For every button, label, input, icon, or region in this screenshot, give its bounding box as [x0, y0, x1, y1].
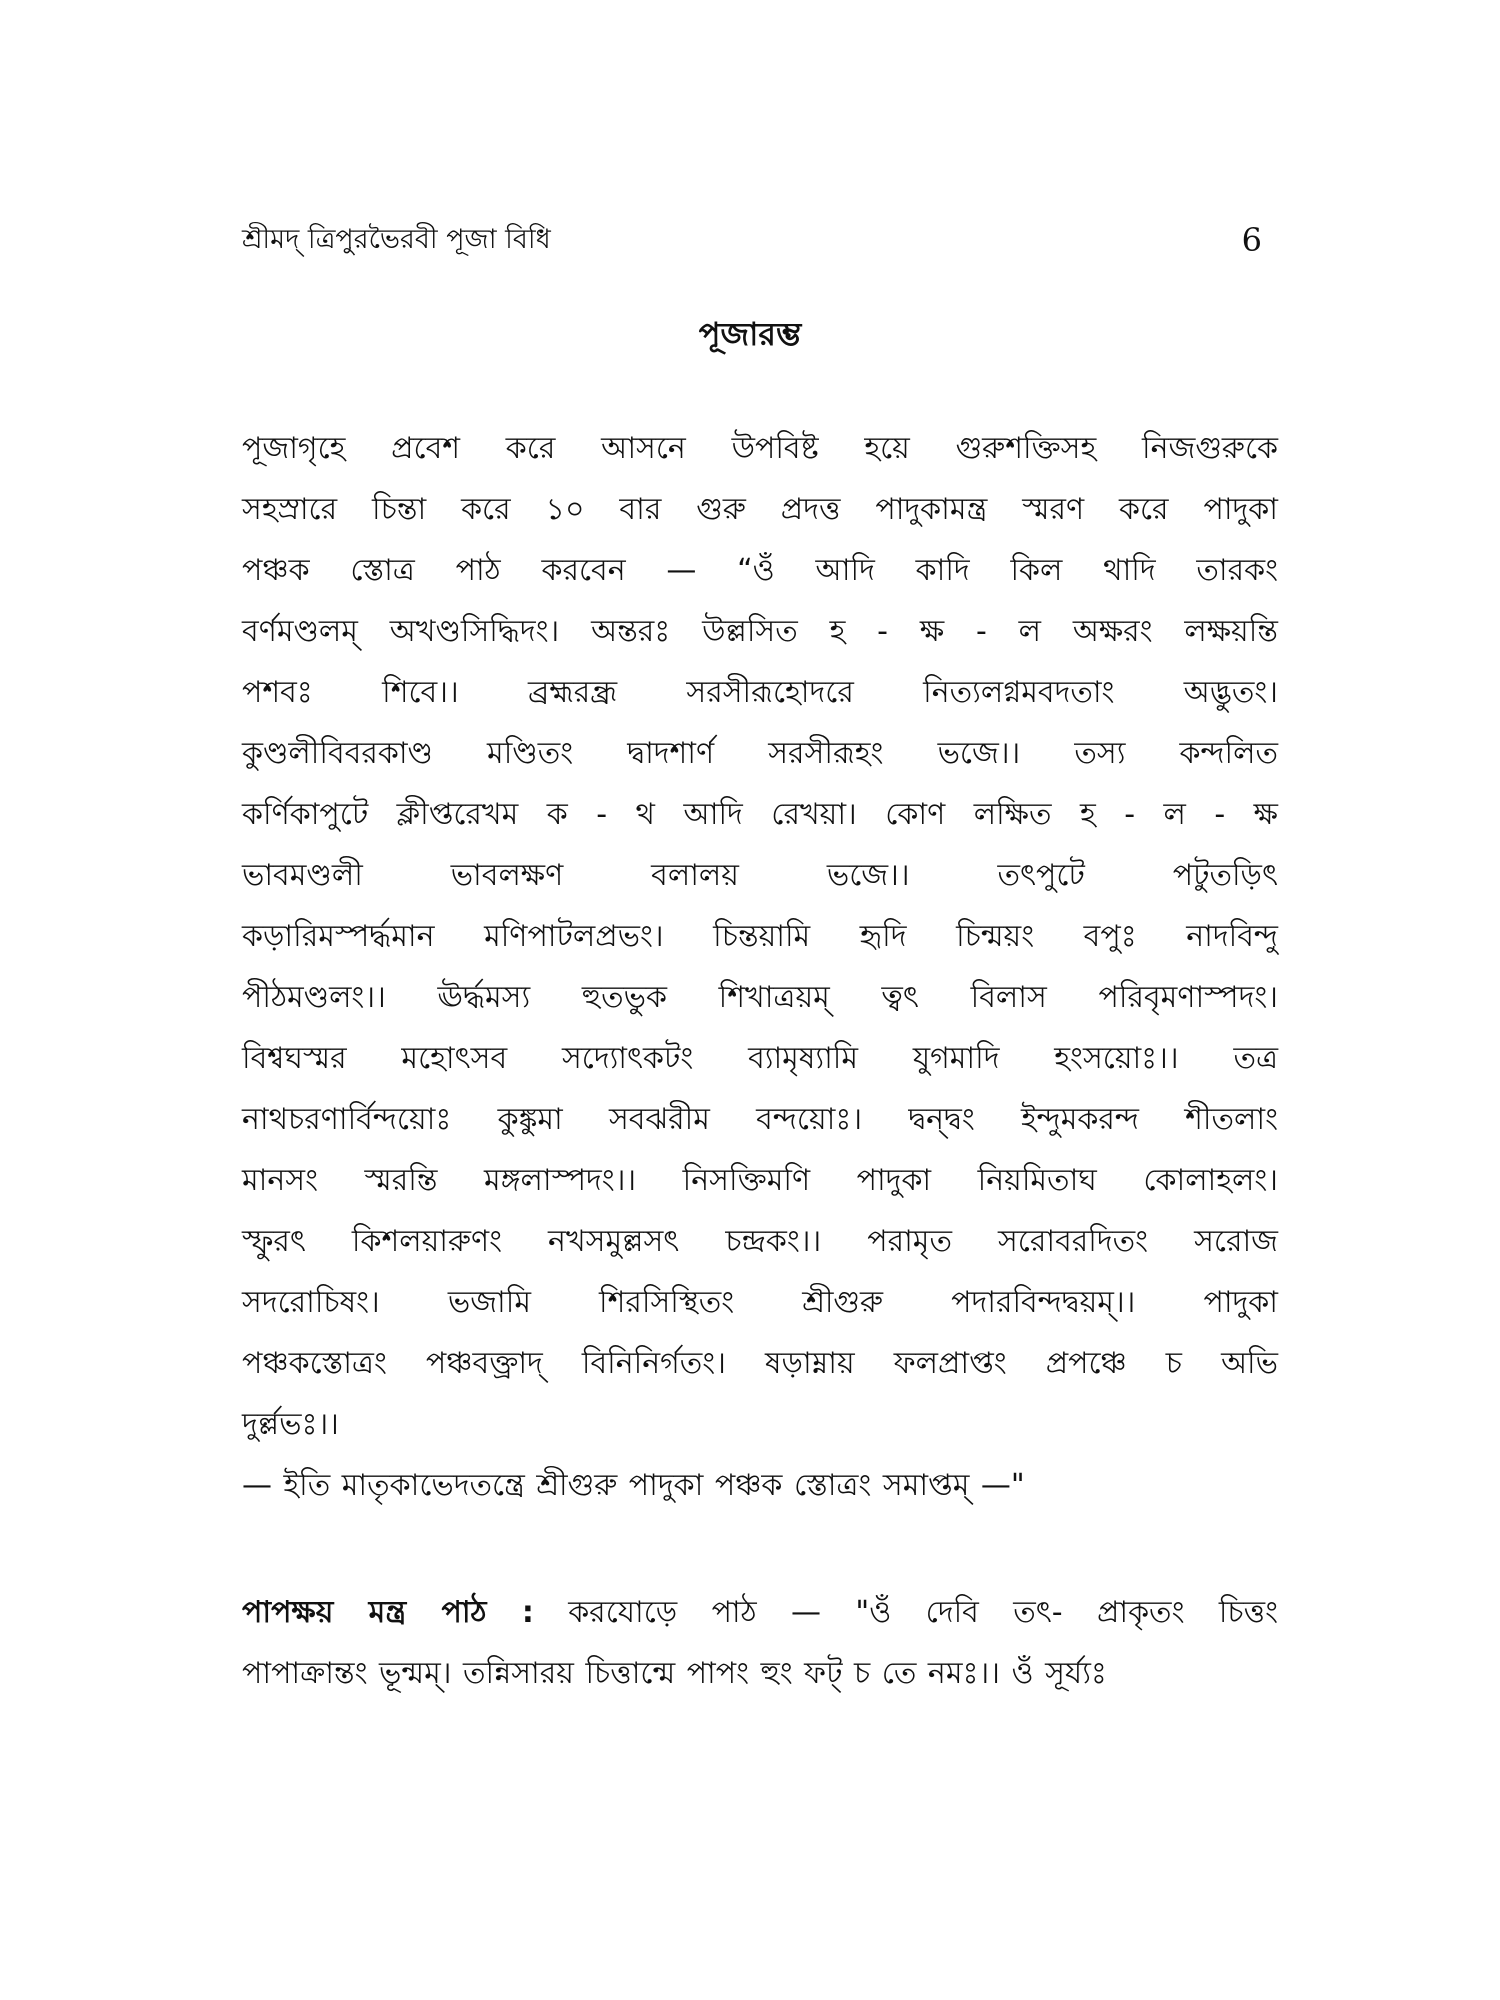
page-number: 6 [1241, 221, 1262, 259]
text-line: কড়ারিমস্পর্দ্ধমান মণিপাটলপ্রভং। চিন্তয়ামি হৃদি চিন্ময়ং বপুঃ নাদবিন্দু [242, 919, 1278, 954]
text-line: বর্ণমণ্ডলম্ অখণ্ডসিদ্ধিদং। অন্তরঃ উল্লসিত হ - ক্ষ - ল অক্ষরং লক্ষয়ন্তি [242, 614, 1278, 649]
section-heading: পূজারম্ভ [698, 315, 802, 353]
running-header [242, 218, 1262, 262]
text-line: কর্ণিকাপুটে ক্লীপ্তরেখম ক - থ আদি রেখয়া। কোণ লক্ষিত হ - ল - ক্ষ [242, 797, 1278, 832]
mantra-line-2: পাপাক্রান্তং ভূন্মম্। তন্নিসারয় চিত্তান্মে পাপং হুং ফট্ চ তে নমঃ।। ওঁ সূর্য্যঃ [242, 1656, 1107, 1691]
text-line: মানসং স্মরন্তি মঙ্গলাস্পদং।। নিসক্তিমণি পাদুকা নিয়মিতাঘ কোলাহলং। [242, 1163, 1278, 1198]
paragraph-gap [242, 1516, 1278, 1582]
text-line: নাথচরণার্বিন্দয়োঃ কুঙ্কুমা সবঝরীম বন্দয়োঃ। দ্বন্দ্বং ইন্দুমকরন্দ শীতলাং [242, 1102, 1278, 1137]
text-line: কুণ্ডলীবিবরকাণ্ড মণ্ডিতং দ্বাদশার্ণ সরসীরূহং ভজে।। তস্য কন্দলিত [242, 736, 1278, 771]
mantra-text: করযোড়ে পাঠ — "ওঁ দেবি তৎ- প্রাকৃতং চিত্তং [533, 1595, 1278, 1630]
colophon-line: — ইতি মাতৃকাভেদতন্ত্রে শ্রীগুরু পাদুকা পঞ্চক স্তোত্রং সমাপ্তম্ —" [242, 1468, 1025, 1503]
text-line: সদরোচিষং। ভজামি শিরসিস্থিতং শ্রীগুরু পদারবিন্দদ্বয়ম্।। পাদুকা [242, 1285, 1278, 1320]
text-line: ভাবমণ্ডলী ভাবলক্ষণ বলালয় ভজে।। তৎপুটে পটুতড়িৎ [242, 858, 1278, 893]
text-line: পঞ্চক স্তোত্র পাঠ করবেন — “ওঁ আদি কাদি কিল থাদি তারকং [242, 553, 1278, 588]
text-line: দুর্ল্লভঃ।। [242, 1407, 339, 1442]
text-line: পীঠমণ্ডলং।। ঊর্দ্ধমস্য হুতভুক শিখাত্রয়ম্ ত্বৎ বিলাস পরিবৃমণাস্পদং। [242, 980, 1278, 1015]
text-line: পশবঃ শিবে।। ব্রহ্মরন্ধ্র সরসীরূহোদরে নিত্যলগ্নমবদতাং অদ্ভুতং। [242, 675, 1278, 710]
text-line: পঞ্চকস্তোত্রং পঞ্চবক্ত্রাদ্ বিনিনির্গতং। ষড়াম্নায় ফলপ্রাপ্তং প্রপঞ্চে চ অভি [242, 1346, 1278, 1381]
body-text [242, 418, 1278, 1704]
text-line: বিশ্বঘস্মর মহোৎসব সদ্যোৎকটং ব্যামৃষ্যামি যুগমাদি হংসয়োঃ।। তত্র [242, 1041, 1278, 1076]
mantra-line-1 [242, 1582, 1278, 1643]
text-line: পূজাগৃহে প্রবেশ করে আসনে উপবিষ্ট হয়ে গুরুশক্তিসহ নিজগুরুকে [242, 431, 1278, 466]
mantra-heading: পাপক্ষয় মন্ত্র পাঠ : [242, 1595, 534, 1630]
book-title: শ্রীমদ্ ত্রিপুরভৈরবী পূজা বিধি [242, 224, 551, 255]
text-line: সহস্রারে চিন্তা করে ১০ বার গুরু প্রদত্ত পাদুকামন্ত্র স্মরণ করে পাদুকা [242, 492, 1278, 527]
text-line: স্ফুরৎ কিশলয়ারুণং নখসমুল্লসৎ চন্দ্রকং।। পরামৃত সরোবরদিতং সরোজ [242, 1224, 1278, 1259]
